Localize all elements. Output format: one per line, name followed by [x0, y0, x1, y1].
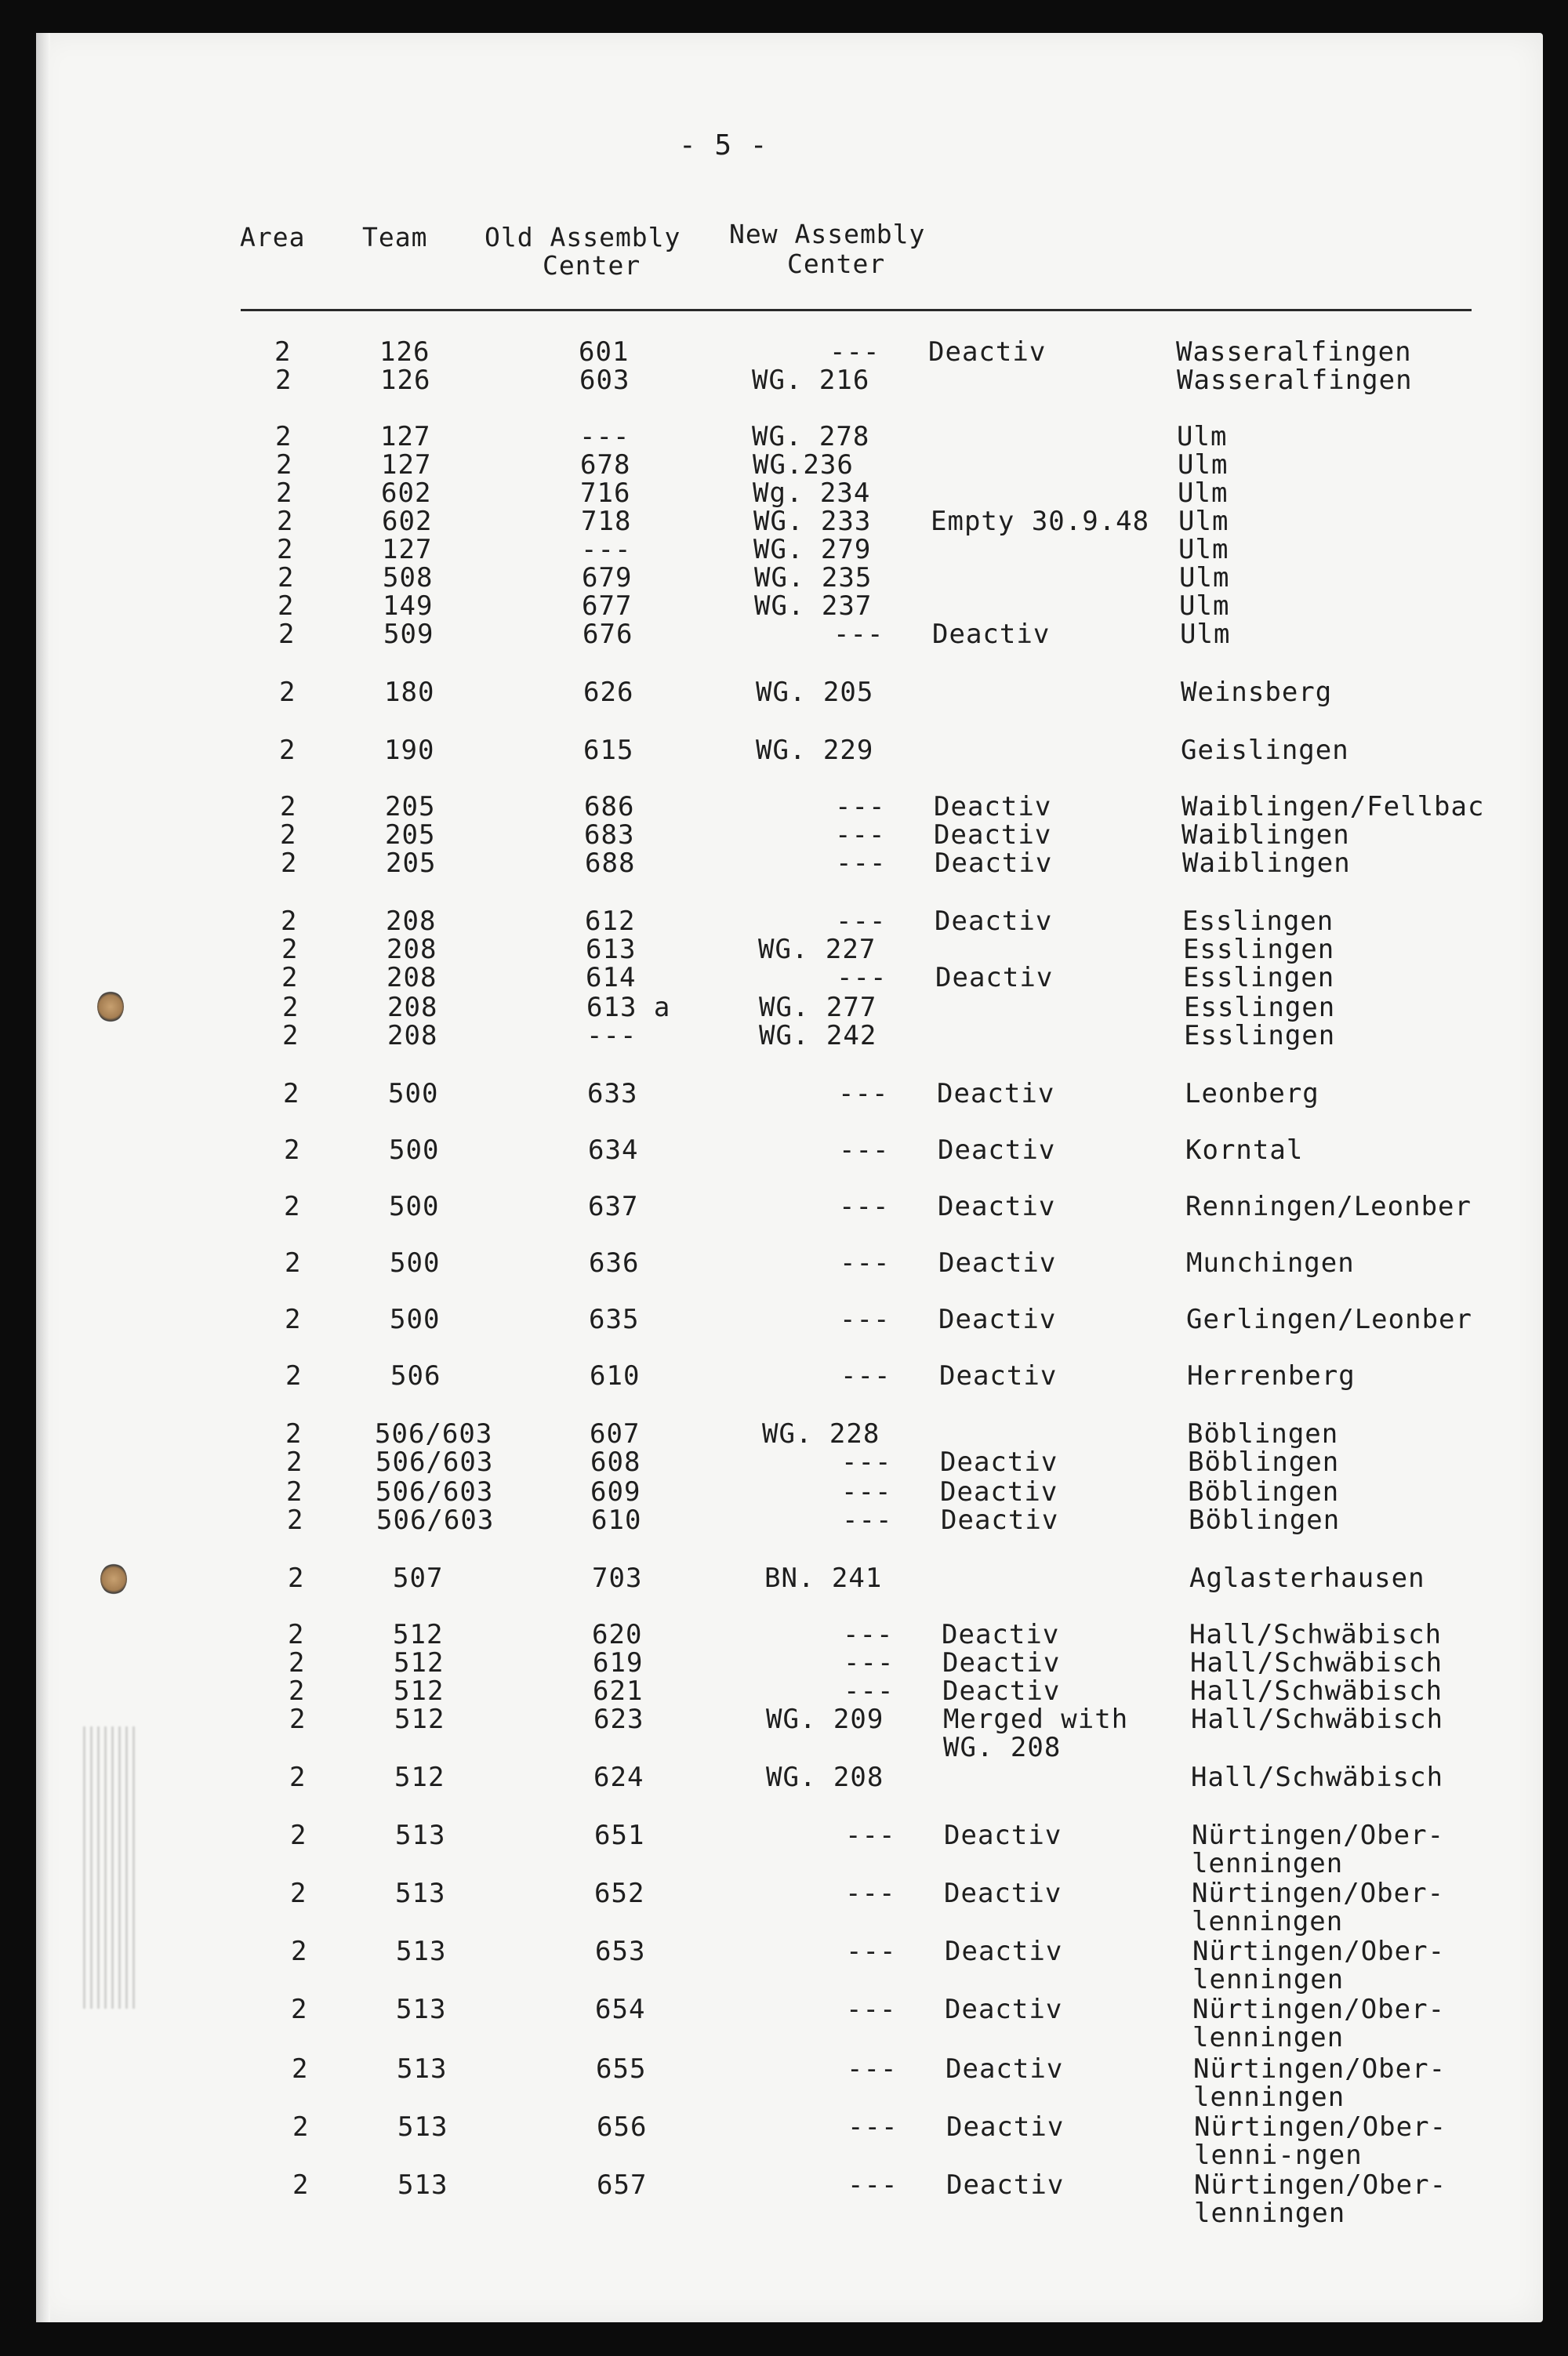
- cell-team: 506/603: [376, 1447, 494, 1478]
- cell-old-assembly: 654: [595, 1994, 646, 2025]
- cell-location: Ulm: [1179, 562, 1230, 594]
- cell-status: Deactiv: [945, 1936, 1063, 1967]
- punch-hole: [97, 991, 124, 1022]
- cell-new-assembly: WG. 216: [752, 365, 870, 396]
- cell-old-assembly: 718: [581, 506, 632, 537]
- cell-area: 2: [281, 906, 298, 937]
- cell-new-assembly: ---: [847, 2053, 898, 2085]
- cell-old-assembly: 633: [587, 1078, 638, 1109]
- cell-new-assembly: ---: [840, 1247, 891, 1279]
- cell-team: 500: [390, 1304, 441, 1335]
- cell-area: 2: [292, 2053, 309, 2085]
- cell-area: 2: [281, 962, 299, 993]
- cell-status: Deactiv: [938, 1304, 1057, 1335]
- cell-new-assembly: ---: [837, 962, 887, 993]
- cell-status: Deactiv: [946, 2169, 1065, 2201]
- header-team: Team: [362, 222, 428, 252]
- cell-old-assembly: 613 a: [586, 992, 671, 1023]
- cell-new-assembly: WG. 208: [766, 1762, 884, 1793]
- cell-location: Ulm: [1177, 421, 1228, 452]
- cell-old-assembly: 621: [593, 1675, 644, 1707]
- cell-location: Waiblingen: [1182, 848, 1351, 879]
- cell-new-assembly: WG. 278: [752, 421, 870, 452]
- cell-team: 126: [379, 336, 430, 368]
- cell-status: Deactiv: [934, 819, 1052, 851]
- cell-status: Deactiv: [935, 906, 1053, 937]
- cell-area: 2: [289, 1647, 306, 1679]
- cell-area: 2: [274, 336, 292, 368]
- cell-area: 2: [284, 1134, 301, 1166]
- cell-new-assembly: ---: [839, 1191, 890, 1222]
- cell-location: Hall/Schwäbisch: [1190, 1675, 1443, 1707]
- cell-team: 512: [394, 1647, 445, 1679]
- cell-area: 2: [291, 1994, 308, 2025]
- cell-old-assembly: 609: [590, 1476, 641, 1508]
- cell-team: 149: [383, 590, 434, 622]
- cell-location: Nürtingen/Ober-: [1192, 1994, 1446, 2025]
- cell-old-assembly: 612: [585, 906, 636, 937]
- cell-status: Deactiv: [937, 1078, 1055, 1109]
- cell-area: 2: [281, 934, 299, 965]
- cell-area: 2: [276, 449, 293, 481]
- cell-old-assembly: 683: [584, 819, 635, 851]
- cell-new-assembly: WG. 229: [756, 735, 874, 766]
- cell-old-assembly: 676: [583, 619, 633, 650]
- cell-new-assembly: Wg. 234: [753, 477, 871, 509]
- cell-location: Esslingen: [1184, 1020, 1336, 1051]
- cell-status: Deactiv: [941, 1505, 1059, 1536]
- cell-team: 127: [381, 449, 432, 481]
- cell-area: 2: [275, 365, 292, 396]
- cell-area: 2: [279, 735, 296, 766]
- cell-location: Nürtingen/Ober-: [1194, 2111, 1447, 2143]
- cell-new-assembly: ---: [833, 619, 884, 650]
- cell-team: 513: [396, 1936, 447, 1967]
- cell-new-assembly: ---: [842, 1505, 893, 1536]
- cell-area: 2: [289, 1762, 307, 1793]
- cell-team: 508: [383, 562, 434, 594]
- cell-area: 2: [277, 506, 294, 537]
- cell-status: Deactiv: [932, 619, 1051, 650]
- cell-location-cont: lenningen: [1192, 1906, 1344, 1937]
- cell-location: Esslingen: [1183, 934, 1335, 965]
- cell-area: 2: [281, 848, 298, 879]
- cell-old-assembly: ---: [586, 1020, 637, 1051]
- cell-location-cont: lenningen: [1192, 1848, 1344, 1879]
- cell-team: 205: [385, 791, 436, 822]
- cell-location: Nürtingen/Ober-: [1192, 1936, 1446, 1967]
- cell-old-assembly: 626: [583, 677, 634, 708]
- cell-old-assembly: 623: [593, 1704, 644, 1735]
- cell-team: 180: [384, 677, 435, 708]
- cell-location: Nürtingen/Ober-: [1194, 2169, 1447, 2201]
- cell-old-assembly: 679: [582, 562, 633, 594]
- cell-area: 2: [291, 1936, 308, 1967]
- cell-status: Deactiv: [940, 1447, 1058, 1478]
- cell-status-cont: WG. 208: [943, 1732, 1062, 1763]
- cell-location: Nürtingen/Ober-: [1192, 1878, 1445, 1909]
- cell-team: 513: [396, 1994, 447, 2025]
- cell-old-assembly: 716: [580, 477, 631, 509]
- cell-team: 602: [382, 506, 433, 537]
- cell-old-assembly: ---: [579, 421, 630, 452]
- cell-area: 2: [285, 1418, 303, 1450]
- cell-old-assembly: 686: [584, 791, 635, 822]
- cell-area: 2: [289, 1675, 306, 1707]
- cell-area: 2: [285, 1304, 302, 1335]
- cell-status: Deactiv: [935, 962, 1054, 993]
- cell-old-assembly: 636: [589, 1247, 640, 1279]
- cell-team: 506: [390, 1360, 441, 1392]
- cell-new-assembly: WG. 237: [754, 590, 873, 622]
- cell-area: 2: [289, 1704, 307, 1735]
- cell-location-cont: lenningen: [1194, 2198, 1346, 2229]
- cell-team: 506/603: [376, 1476, 494, 1508]
- cell-new-assembly: WG. 242: [759, 1020, 877, 1051]
- cell-team: 509: [383, 619, 434, 650]
- binding-edge: [36, 33, 50, 2322]
- cell-location: Waiblingen/Fellbac: [1181, 791, 1485, 822]
- cell-area: 2: [283, 1078, 300, 1109]
- cell-area: 2: [292, 2111, 310, 2143]
- cell-status: Deactiv: [938, 1191, 1056, 1222]
- cell-area: 2: [284, 1191, 301, 1222]
- cell-status: Deactiv: [928, 336, 1047, 368]
- cell-location-cont: lenningen: [1192, 1964, 1345, 1995]
- cell-new-assembly: ---: [845, 1878, 896, 1909]
- cell-team: 127: [380, 421, 431, 452]
- cell-area: 2: [277, 534, 294, 565]
- cell-old-assembly: 688: [585, 848, 636, 879]
- cell-old-assembly: 653: [595, 1936, 646, 1967]
- cell-location: Böblingen: [1189, 1505, 1341, 1536]
- cell-new-assembly: WG. 235: [754, 562, 873, 594]
- header-new-center: Center: [787, 249, 886, 279]
- cell-new-assembly: ---: [841, 1476, 892, 1508]
- cell-team: 507: [393, 1563, 444, 1594]
- cell-location-cont: lenningen: [1192, 2022, 1345, 2053]
- cell-team: 512: [394, 1675, 445, 1707]
- cell-area: 2: [275, 421, 292, 452]
- cell-status: Deactiv: [935, 848, 1053, 879]
- cell-new-assembly: WG. 205: [756, 677, 874, 708]
- cell-area: 2: [287, 1505, 304, 1536]
- cell-area: 2: [286, 1447, 303, 1478]
- cell-team: 208: [387, 934, 437, 965]
- cell-team: 512: [393, 1619, 444, 1650]
- cell-location: Ulm: [1179, 590, 1230, 622]
- cell-location: Aglasterhausen: [1189, 1563, 1425, 1594]
- cell-new-assembly: ---: [829, 336, 880, 368]
- cell-new-assembly: ---: [835, 819, 886, 851]
- cell-team: 506/603: [375, 1418, 493, 1450]
- cell-old-assembly: 703: [592, 1563, 643, 1594]
- cell-new-assembly: ---: [840, 1304, 891, 1335]
- cell-location: Leonberg: [1185, 1078, 1319, 1109]
- cell-location: Hall/Schwäbisch: [1190, 1647, 1443, 1679]
- cell-old-assembly: 620: [592, 1619, 643, 1650]
- cell-location: Esslingen: [1183, 962, 1335, 993]
- cell-location: Gerlingen/Leonber: [1186, 1304, 1472, 1335]
- cell-location: Ulm: [1178, 477, 1229, 509]
- cell-old-assembly: 610: [591, 1505, 642, 1536]
- cell-area: 2: [285, 1360, 303, 1392]
- cell-location: Böblingen: [1188, 1447, 1340, 1478]
- cell-area: 2: [285, 1247, 302, 1279]
- cell-team: 127: [382, 534, 433, 565]
- cell-old-assembly: 657: [597, 2169, 648, 2201]
- header-old-center: Center: [543, 250, 641, 281]
- cell-team: 506/603: [376, 1505, 495, 1536]
- cell-location: Ulm: [1178, 506, 1229, 537]
- cell-old-assembly: 634: [588, 1134, 639, 1166]
- cell-team: 602: [381, 477, 432, 509]
- cell-location: Esslingen: [1182, 906, 1334, 937]
- cell-new-assembly: ---: [844, 1675, 895, 1707]
- cell-old-assembly: 615: [583, 735, 634, 766]
- cell-new-assembly: ---: [841, 1447, 892, 1478]
- cell-location: Munchingen: [1186, 1247, 1355, 1279]
- cell-new-assembly: WG. 209: [766, 1704, 884, 1735]
- cell-status: Deactiv: [942, 1619, 1060, 1650]
- cell-area: 2: [280, 819, 297, 851]
- cell-old-assembly: 678: [580, 449, 631, 481]
- cell-status: Deactiv: [938, 1247, 1057, 1279]
- page-number: - 5 -: [679, 129, 768, 162]
- cell-area: 2: [278, 619, 296, 650]
- cell-status: Deactiv: [944, 1820, 1062, 1851]
- cell-new-assembly: WG. 228: [762, 1418, 880, 1450]
- cell-area: 2: [282, 1020, 299, 1051]
- cell-status: Deactiv: [944, 1878, 1062, 1909]
- cell-area: 2: [278, 562, 295, 594]
- cell-team: 205: [386, 848, 437, 879]
- cell-team: 500: [389, 1134, 440, 1166]
- cell-team: 513: [397, 2053, 448, 2085]
- cell-old-assembly: 637: [588, 1191, 639, 1222]
- cell-old-assembly: 603: [579, 365, 630, 396]
- cell-new-assembly: WG. 279: [753, 534, 872, 565]
- cell-location: Ulm: [1178, 449, 1229, 481]
- cell-status: Deactiv: [946, 2053, 1064, 2085]
- cell-old-assembly: 613: [586, 934, 637, 965]
- cell-area: 2: [292, 2169, 310, 2201]
- cell-new-assembly: WG. 227: [758, 934, 877, 965]
- cell-location: Nürtingen/Ober-: [1193, 2053, 1446, 2085]
- cell-team: 513: [395, 1820, 446, 1851]
- cell-team: 205: [385, 819, 436, 851]
- cell-old-assembly: 601: [579, 336, 630, 368]
- cell-old-assembly: 652: [594, 1878, 645, 1909]
- cell-team: 500: [389, 1191, 440, 1222]
- cell-team: 208: [387, 962, 437, 993]
- cell-status: Deactiv: [942, 1675, 1061, 1707]
- cell-new-assembly: ---: [838, 1078, 889, 1109]
- cell-location-cont: lenningen: [1193, 2082, 1345, 2113]
- cell-location: Herrenberg: [1187, 1360, 1356, 1392]
- cell-old-assembly: 624: [593, 1762, 644, 1793]
- cell-location: Nürtingen/Ober-: [1192, 1820, 1445, 1851]
- cell-location: Korntal: [1185, 1134, 1304, 1166]
- cell-team: 512: [394, 1762, 445, 1793]
- cell-location: Geislingen: [1181, 735, 1349, 766]
- cell-team: 126: [380, 365, 431, 396]
- header-new-assembly: New Assembly: [729, 219, 926, 249]
- cell-area: 2: [290, 1878, 307, 1909]
- cell-new-assembly: WG.236: [753, 449, 854, 481]
- cell-status: Empty 30.9.48: [931, 506, 1150, 537]
- cell-old-assembly: 614: [586, 962, 637, 993]
- cell-location: Hall/Schwäbisch: [1191, 1704, 1444, 1735]
- cell-old-assembly: 656: [597, 2111, 648, 2143]
- cell-old-assembly: ---: [581, 534, 632, 565]
- cell-new-assembly: BN. 241: [764, 1563, 883, 1594]
- cell-status: Deactiv: [946, 2111, 1065, 2143]
- cell-location: Ulm: [1180, 619, 1231, 650]
- cell-team: 190: [384, 735, 435, 766]
- cell-location: Renningen/Leonber: [1185, 1191, 1472, 1222]
- cell-new-assembly: ---: [844, 1647, 895, 1679]
- cell-location: Böblingen: [1187, 1418, 1339, 1450]
- cell-status: Deactiv: [938, 1134, 1056, 1166]
- cell-new-assembly: ---: [848, 2169, 898, 2201]
- cell-old-assembly: 635: [589, 1304, 640, 1335]
- cell-old-assembly: 610: [590, 1360, 641, 1392]
- cell-location: Ulm: [1178, 534, 1229, 565]
- cell-area: 2: [282, 992, 299, 1023]
- cell-location: Wasseralfingen: [1176, 336, 1412, 368]
- cell-location: Waiblingen: [1181, 819, 1350, 851]
- cell-status: Deactiv: [945, 1994, 1063, 2025]
- header-old-assembly: Old Assembly: [485, 222, 681, 252]
- punch-hole: [100, 1563, 127, 1595]
- cell-new-assembly: ---: [840, 1360, 891, 1392]
- cell-team: 513: [397, 2169, 448, 2201]
- cell-location: Wasseralfingen: [1177, 365, 1413, 396]
- cell-status: Merged with: [943, 1704, 1129, 1735]
- cell-area: 2: [279, 677, 296, 708]
- cell-area: 2: [290, 1820, 307, 1851]
- cell-location: Esslingen: [1184, 992, 1336, 1023]
- cell-old-assembly: 677: [582, 590, 633, 622]
- cell-team: 500: [388, 1078, 439, 1109]
- cell-location: Hall/Schwäbisch: [1191, 1762, 1444, 1793]
- cell-area: 2: [288, 1563, 305, 1594]
- cell-new-assembly: WG. 277: [759, 992, 877, 1023]
- cell-location: Böblingen: [1188, 1476, 1340, 1508]
- cell-status: Deactiv: [942, 1647, 1061, 1679]
- cell-team: 208: [387, 1020, 438, 1051]
- cell-new-assembly: ---: [839, 1134, 890, 1166]
- cell-area: 2: [286, 1476, 303, 1508]
- cell-old-assembly: 608: [590, 1447, 641, 1478]
- cell-area: 2: [278, 590, 295, 622]
- cell-team: 208: [387, 992, 438, 1023]
- cell-new-assembly: ---: [836, 848, 887, 879]
- cell-area: 2: [276, 477, 293, 509]
- cell-status: Deactiv: [939, 1360, 1058, 1392]
- cell-new-assembly: ---: [845, 1820, 896, 1851]
- cell-old-assembly: 619: [593, 1647, 644, 1679]
- ink-smudge: [83, 1726, 138, 2009]
- cell-old-assembly: 651: [594, 1820, 645, 1851]
- cell-status: Deactiv: [940, 1476, 1058, 1508]
- cell-old-assembly: 607: [590, 1418, 641, 1450]
- cell-new-assembly: ---: [848, 2111, 898, 2143]
- cell-new-assembly: ---: [843, 1619, 894, 1650]
- cell-area: 2: [288, 1619, 305, 1650]
- cell-location-cont: lenni-ngen: [1194, 2140, 1363, 2171]
- cell-team: 512: [394, 1704, 445, 1735]
- cell-new-assembly: ---: [846, 1936, 897, 1967]
- cell-new-assembly: ---: [836, 906, 887, 937]
- cell-status: Deactiv: [934, 791, 1052, 822]
- cell-location: Hall/Schwäbisch: [1189, 1619, 1443, 1650]
- cell-area: 2: [280, 791, 297, 822]
- cell-team: 513: [395, 1878, 446, 1909]
- header-area: Area: [240, 222, 306, 252]
- cell-team: 208: [386, 906, 437, 937]
- cell-old-assembly: 655: [596, 2053, 647, 2085]
- cell-new-assembly: ---: [835, 791, 886, 822]
- cell-new-assembly: WG. 233: [753, 506, 872, 537]
- cell-team: 500: [390, 1247, 441, 1279]
- header-rule: [241, 309, 1472, 311]
- cell-team: 513: [397, 2111, 448, 2143]
- cell-location: Weinsberg: [1181, 677, 1333, 708]
- cell-new-assembly: ---: [846, 1994, 897, 2025]
